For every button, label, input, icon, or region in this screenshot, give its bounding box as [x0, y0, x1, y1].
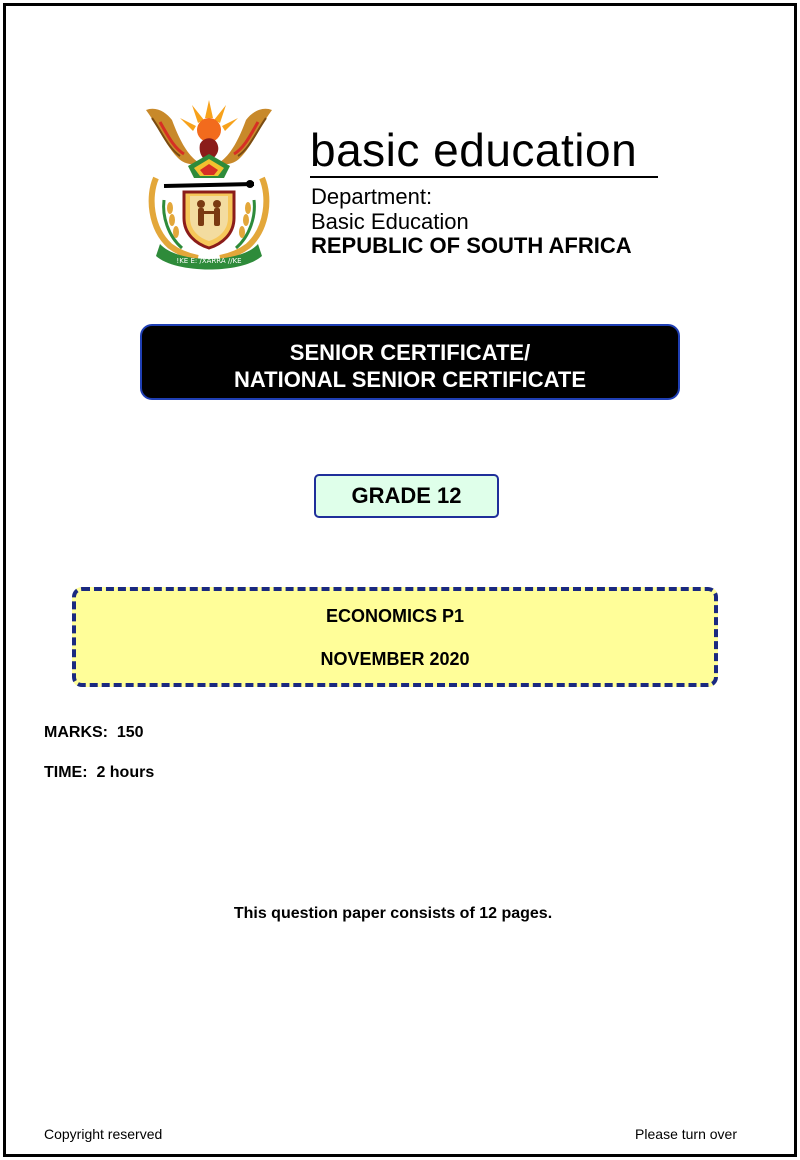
- country-name: REPUBLIC OF SOUTH AFRICA: [311, 233, 632, 258]
- coat-of-arms-icon: [138, 96, 280, 272]
- marks-info: MARKS: 150: [44, 724, 144, 741]
- department-name: Basic Education: [311, 209, 469, 234]
- certificate-banner: [140, 324, 680, 400]
- subject-box: [72, 587, 718, 687]
- time-info: TIME: 2 hours: [44, 764, 155, 781]
- certificate-line-2: NATIONAL SENIOR CERTIFICATE: [234, 367, 586, 392]
- copyright-footer: Copyright reserved: [44, 1126, 163, 1142]
- brand-title: basic education: [310, 124, 638, 176]
- grade-badge: GRADE 12: [314, 474, 499, 518]
- certificate-line-1: SENIOR CERTIFICATE/: [289, 340, 531, 365]
- turn-over-footer: Please turn over: [635, 1126, 737, 1142]
- protea: [188, 154, 230, 178]
- crest-motto: !KE E: /XARRA //KE: [176, 257, 242, 265]
- subject-name: ECONOMICS P1: [325, 606, 465, 626]
- department-label: Department:: [311, 184, 433, 209]
- exam-session: NOVEMBER 2020: [320, 649, 470, 669]
- sun-rays: [180, 100, 238, 142]
- page-count-note: This question paper consists of 12 pages.: [233, 905, 553, 922]
- brand-divider: [310, 176, 658, 178]
